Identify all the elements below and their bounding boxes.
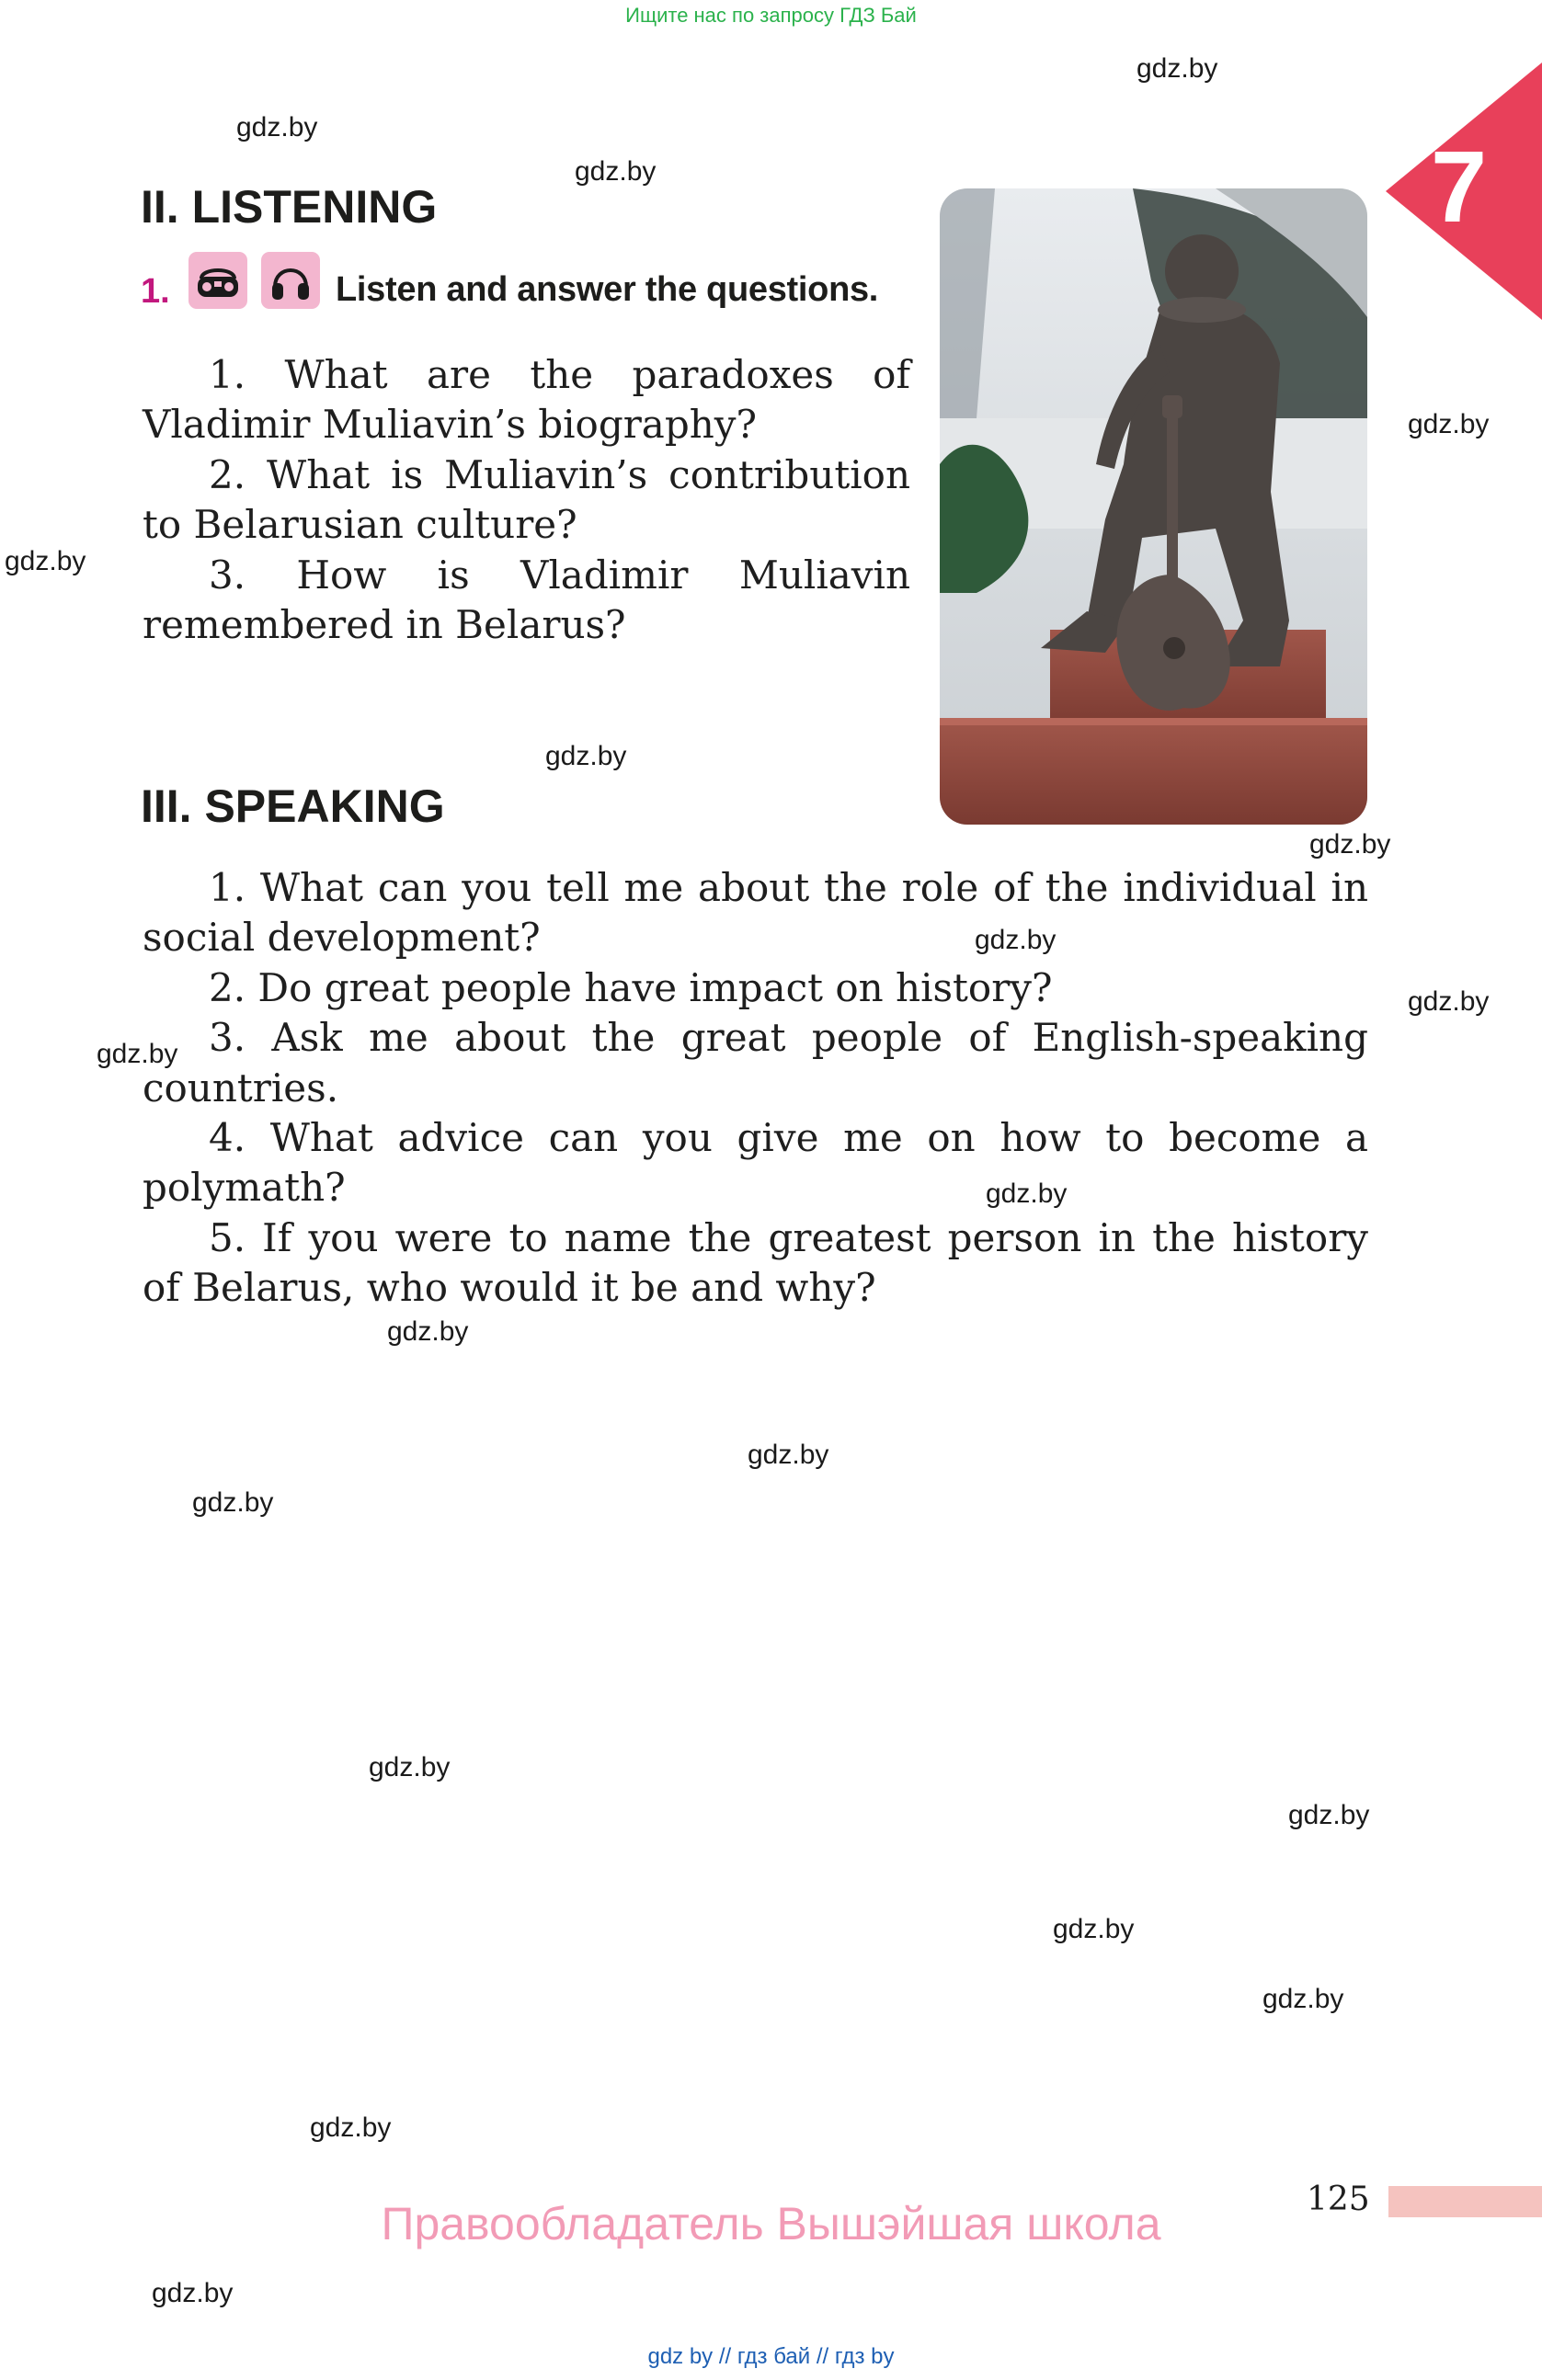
top-banner: Ищите нас по запросу ГДЗ Бай (625, 4, 917, 27)
watermark: gdz.by (152, 2278, 234, 2308)
exercise-instruction: Listen and answer the questions. (336, 270, 879, 309)
cd-player-icon (188, 252, 247, 309)
watermark: gdz.by (748, 1440, 829, 1470)
watermark: gdz.by (5, 546, 86, 576)
question-item: 3. Ask me about the great people of English-speaking countries. (143, 1015, 1368, 1110)
publisher-notice: Правообладатель Вышэйшая школа (381, 2198, 1161, 2249)
watermark: gdz.by (975, 925, 1057, 955)
question-item: 2. Do great people have impact on history? (209, 964, 1053, 1010)
statue-illustration (940, 188, 1367, 825)
speaking-questions (143, 863, 1368, 1314)
question-item: 1. What are the paradoxes of Vladimir Muliavin’s biography? (143, 352, 910, 448)
headphones-icon-graphic (268, 257, 314, 303)
speaking-title: III. SPEAKING (141, 780, 445, 832)
watermark: gdz.by (310, 2112, 392, 2143)
listening-title: II. LISTENING (141, 181, 438, 233)
watermark: gdz.by (986, 1179, 1068, 1209)
watermark: gdz.by (1288, 1800, 1370, 1830)
watermark: gdz.by (236, 112, 318, 142)
watermark: gdz.by (369, 1752, 451, 1782)
footer-links[interactable]: gdz by // гдз бай // гдз by (647, 2344, 895, 2369)
question-item: 3. How is Vladimir Muliavin remembered in Belarus? (143, 552, 910, 648)
question-item: 2. What is Muliavin’s contribution to Belarusian culture? (143, 451, 910, 548)
watermark: gdz.by (192, 1487, 274, 1518)
watermark: gdz.by (1309, 829, 1391, 860)
watermark: gdz.by (1408, 986, 1490, 1017)
watermark: gdz.by (97, 1039, 178, 1069)
watermark: gdz.by (1137, 53, 1218, 84)
question-item: 5. If you were to name the greatest person in the history of Belarus, who would it be and why? (143, 1214, 1368, 1311)
headphones-icon (261, 252, 320, 309)
listening-questions (143, 350, 910, 650)
statue-photo (940, 188, 1367, 825)
chapter-number: 7 (1431, 131, 1488, 244)
exercise-number: 1. (141, 272, 170, 311)
question-item: 4. What advice can you give me on how to become a polymath? (143, 1115, 1368, 1211)
page-number: 125 (1307, 2181, 1370, 2218)
watermark: gdz.by (1053, 1914, 1135, 1944)
watermark: gdz.by (1262, 1984, 1344, 2014)
watermark: gdz.by (1408, 409, 1490, 439)
cd-player-icon-graphic (193, 258, 243, 302)
watermark: gdz.by (545, 741, 627, 771)
watermark: gdz.by (575, 156, 657, 187)
question-item: 1. What can you tell me about the role of the individual in social development? (143, 865, 1368, 961)
watermark: gdz.by (387, 1316, 469, 1347)
